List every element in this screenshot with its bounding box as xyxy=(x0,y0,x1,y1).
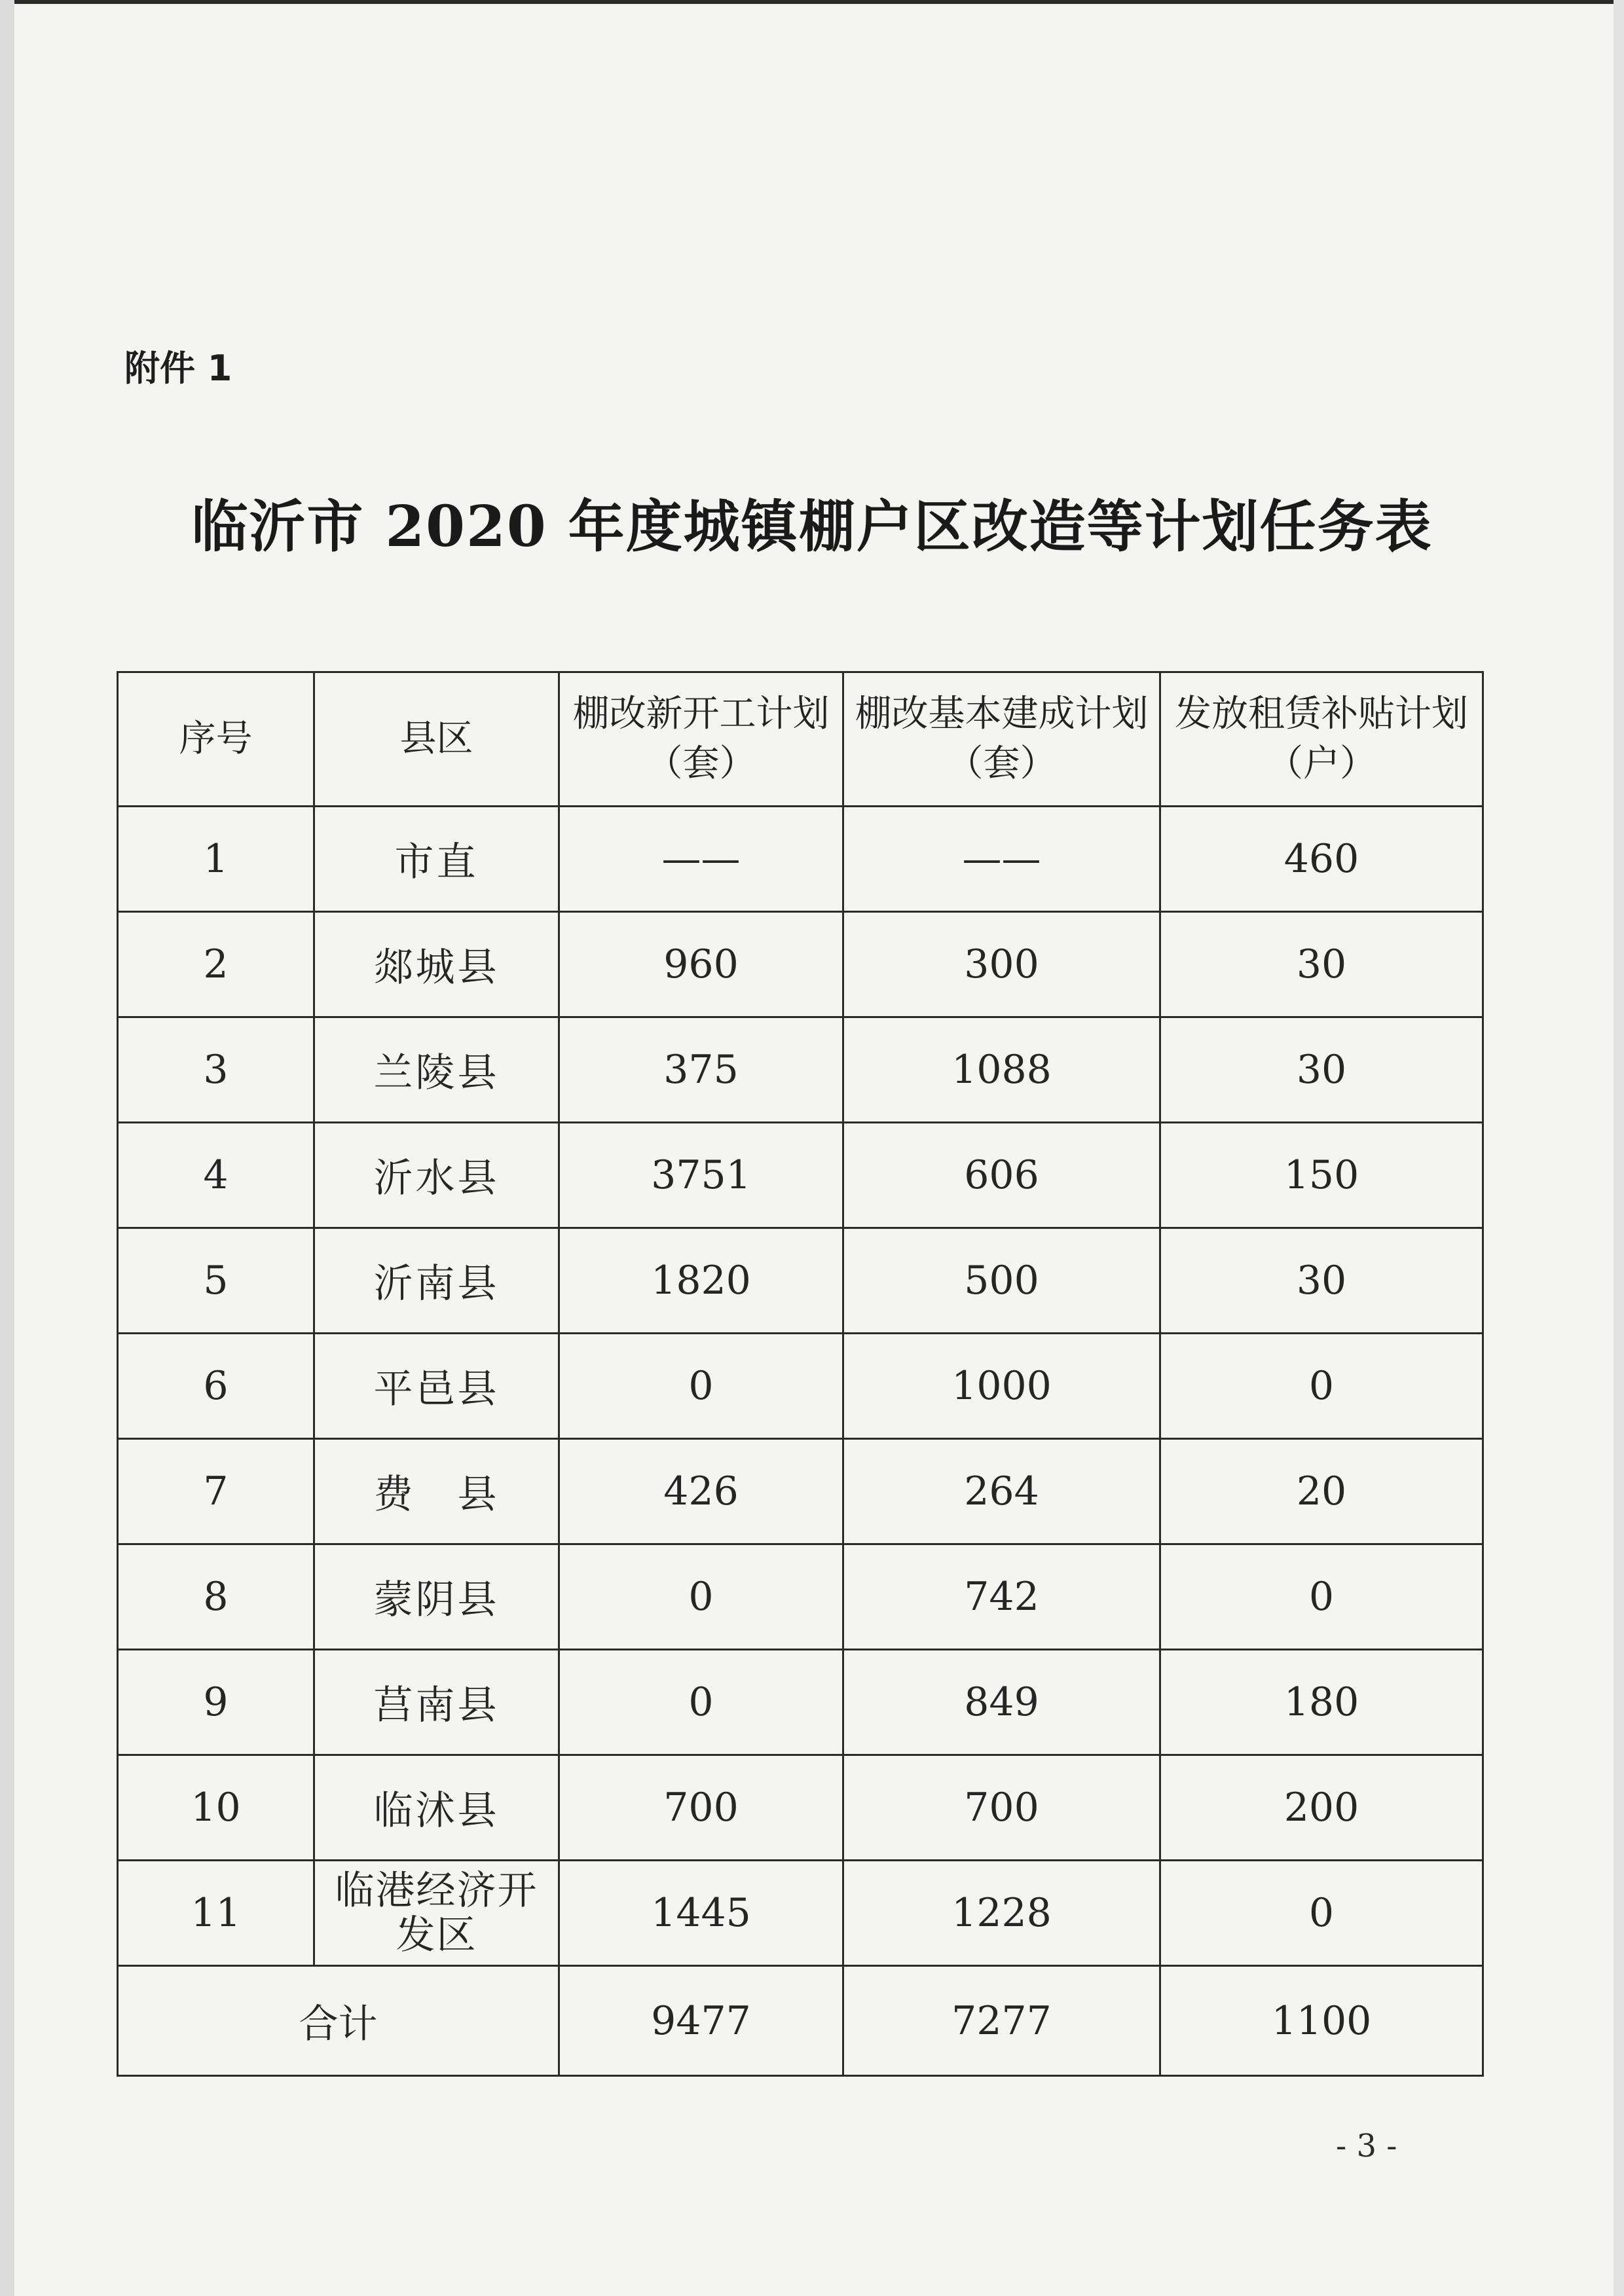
cell-subsidy: 30 xyxy=(1160,912,1483,1017)
scan-top-edge xyxy=(0,0,1624,4)
cell-completion: 500 xyxy=(843,1228,1160,1334)
cell-subsidy: 30 xyxy=(1160,1017,1483,1123)
table-row xyxy=(118,1650,1483,1755)
header-county: 县区 xyxy=(314,672,559,807)
cell-subsidy: 20 xyxy=(1160,1439,1483,1544)
cell-new-start: 375 xyxy=(559,1017,843,1123)
cell-completion: —— xyxy=(843,807,1160,912)
cell-seq: 8 xyxy=(118,1544,314,1650)
cell-seq: 10 xyxy=(118,1755,314,1861)
cell-subsidy: 0 xyxy=(1160,1544,1483,1650)
header-new-start: 棚改新开工计划（套） xyxy=(559,672,843,807)
table-header-row xyxy=(118,672,1483,807)
scan-left-edge xyxy=(0,0,14,2296)
cell-seq: 4 xyxy=(118,1123,314,1228)
cell-new-start: 1445 xyxy=(559,1861,843,1966)
cell-new-start: 0 xyxy=(559,1650,843,1755)
cell-seq: 5 xyxy=(118,1228,314,1334)
cell-county: 郯城县 xyxy=(314,912,559,1017)
attachment-label: 附件 1 xyxy=(124,348,232,389)
cell-new-start: 426 xyxy=(559,1439,843,1544)
cell-completion: 264 xyxy=(843,1439,1160,1544)
document-title: 临沂市 2020 年度城镇棚户区改造等计划任务表 xyxy=(191,494,1433,560)
cell-new-start: 960 xyxy=(559,912,843,1017)
cell-new-start: 0 xyxy=(559,1334,843,1439)
header-completion: 棚改基本建成计划（套） xyxy=(843,672,1160,807)
cell-completion: 1000 xyxy=(843,1334,1160,1439)
table-row xyxy=(118,1334,1483,1439)
cell-seq: 6 xyxy=(118,1334,314,1439)
cell-subsidy: 0 xyxy=(1160,1861,1483,1966)
cell-county: 市直 xyxy=(314,807,559,912)
cell-subsidy: 150 xyxy=(1160,1123,1483,1228)
table-row xyxy=(118,807,1483,912)
cell-new-start: 0 xyxy=(559,1544,843,1650)
page-number: - 3 - xyxy=(1336,2128,1397,2164)
table-row xyxy=(118,1123,1483,1228)
cell-completion: 700 xyxy=(843,1755,1160,1861)
cell-completion: 606 xyxy=(843,1123,1160,1228)
cell-county: 蒙阴县 xyxy=(314,1544,559,1650)
total-label: 合计 xyxy=(118,1966,559,2076)
scan-right-edge xyxy=(1614,0,1624,2296)
cell-completion: 849 xyxy=(843,1650,1160,1755)
cell-subsidy: 460 xyxy=(1160,807,1483,912)
cell-county: 费 县 xyxy=(314,1439,559,1544)
cell-county: 莒南县 xyxy=(314,1650,559,1755)
cell-seq: 2 xyxy=(118,912,314,1017)
cell-new-start: 1820 xyxy=(559,1228,843,1334)
cell-new-start: 3751 xyxy=(559,1123,843,1228)
header-seq: 序号 xyxy=(118,672,314,807)
cell-new-start: 700 xyxy=(559,1755,843,1861)
table-body xyxy=(118,807,1483,1966)
cell-subsidy: 180 xyxy=(1160,1650,1483,1755)
cell-county: 临港经济开发区 xyxy=(314,1861,559,1966)
cell-subsidy: 30 xyxy=(1160,1228,1483,1334)
table-row xyxy=(118,1017,1483,1123)
cell-subsidy: 0 xyxy=(1160,1334,1483,1439)
table-row xyxy=(118,1228,1483,1334)
cell-seq: 9 xyxy=(118,1650,314,1755)
cell-county: 沂水县 xyxy=(314,1123,559,1228)
total-row xyxy=(118,1966,1483,2076)
total-completion: 7277 xyxy=(843,1966,1160,2076)
cell-new-start: —— xyxy=(559,807,843,912)
table-row xyxy=(118,912,1483,1017)
cell-county: 平邑县 xyxy=(314,1334,559,1439)
cell-completion: 742 xyxy=(843,1544,1160,1650)
total-subsidy: 1100 xyxy=(1160,1966,1483,2076)
cell-seq: 11 xyxy=(118,1861,314,1966)
cell-seq: 3 xyxy=(118,1017,314,1123)
table-row xyxy=(118,1544,1483,1650)
table-row xyxy=(118,1439,1483,1544)
cell-completion: 300 xyxy=(843,912,1160,1017)
cell-subsidy: 200 xyxy=(1160,1755,1483,1861)
cell-seq: 1 xyxy=(118,807,314,912)
header-subsidy: 发放租赁补贴计划（户） xyxy=(1160,672,1483,807)
table-row xyxy=(118,1861,1483,1966)
cell-completion: 1088 xyxy=(843,1017,1160,1123)
cell-county: 兰陵县 xyxy=(314,1017,559,1123)
cell-county: 临沭县 xyxy=(314,1755,559,1861)
table-row xyxy=(118,1755,1483,1861)
cell-completion: 1228 xyxy=(843,1861,1160,1966)
plan-task-table xyxy=(117,671,1484,2077)
cell-seq: 7 xyxy=(118,1439,314,1544)
cell-county: 沂南县 xyxy=(314,1228,559,1334)
total-new-start: 9477 xyxy=(559,1966,843,2076)
